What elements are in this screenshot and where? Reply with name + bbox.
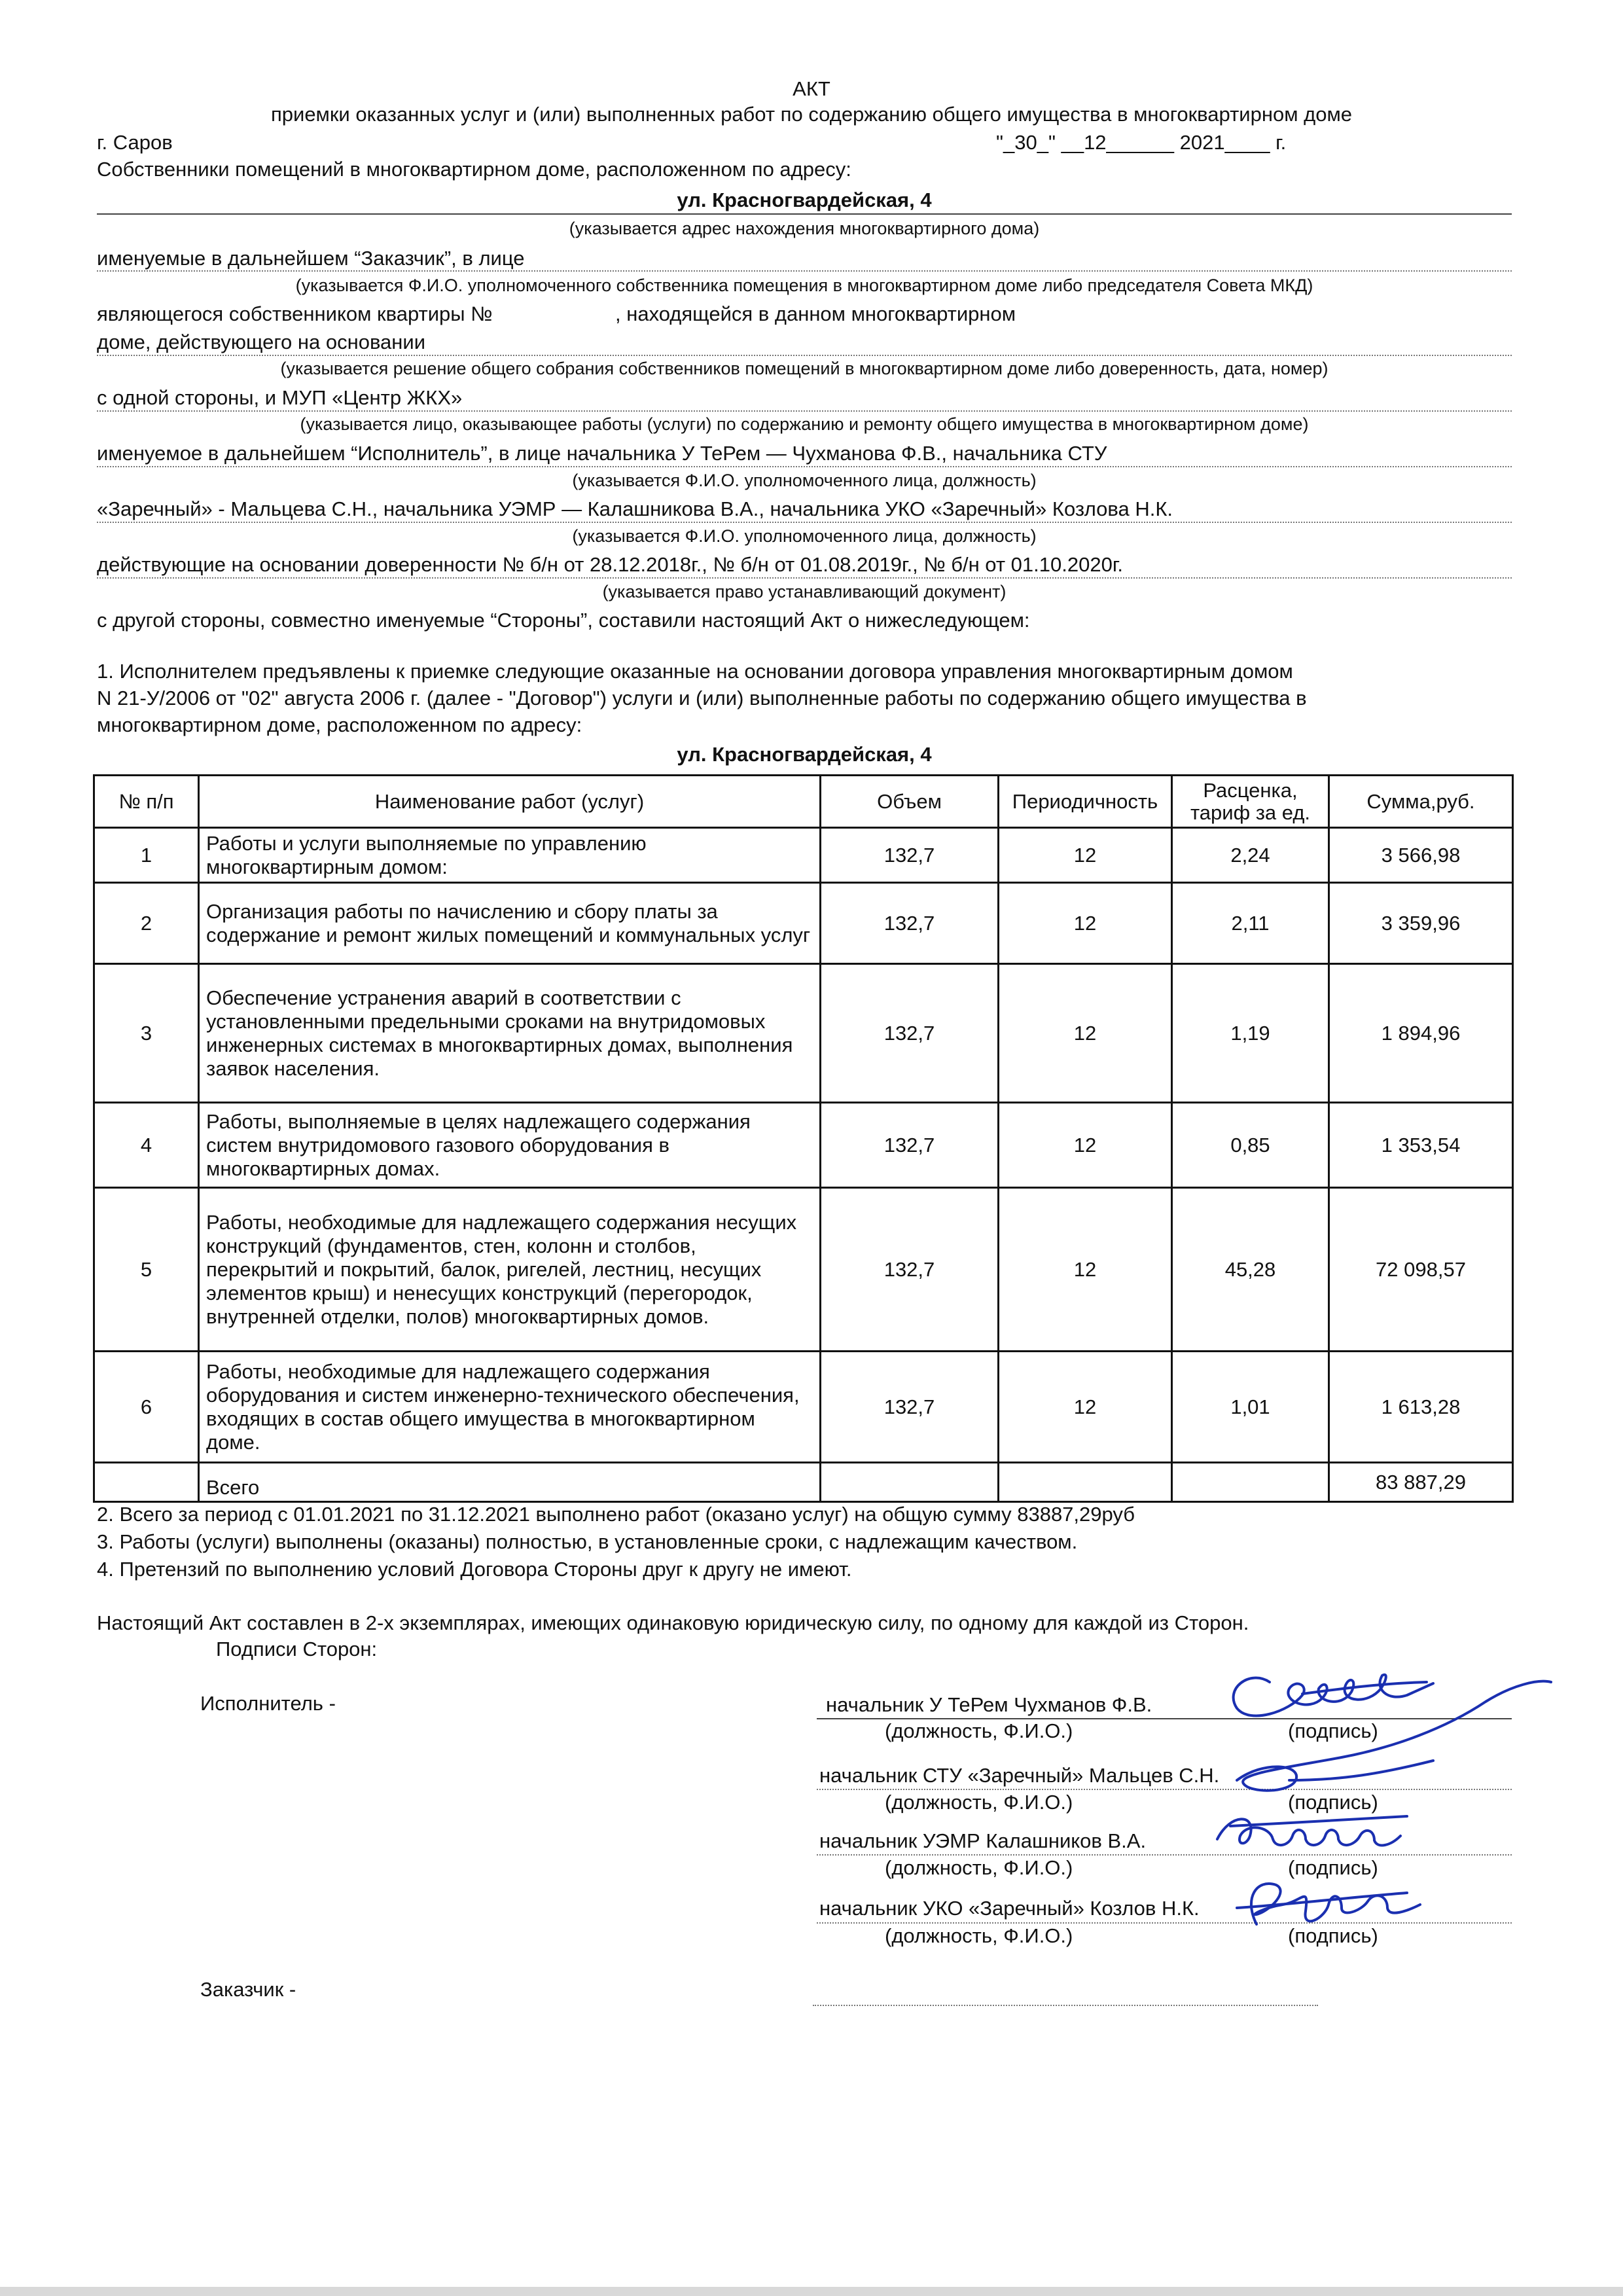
signer-3-sign-hint: (подпись) <box>1288 1856 1378 1879</box>
row-name: Работы и услуги выполняемые по управлению многоквартирным домом: <box>199 828 821 883</box>
basis-hint: (указывается решение общего собрания собственников помещений в многоквартирном доме либо доверенность, дата, номер) <box>280 359 1329 378</box>
row-number: 2 <box>94 883 199 964</box>
customer-label: Заказчик - <box>200 1978 296 2001</box>
paragraph-1-line-1: 1. Исполнителем предъявлены к приемке следующие оказанные на основании договора управления многоквартирным домом <box>97 660 1293 683</box>
row-rate: 45,28 <box>1172 1188 1329 1352</box>
row-rate: 1,01 <box>1172 1352 1329 1463</box>
row-sum: 3 359,96 <box>1329 883 1513 964</box>
header-name: Наименование работ (услуг) <box>199 776 821 828</box>
table-total-row <box>94 1463 1513 1502</box>
table-row <box>94 1103 1513 1188</box>
signer-1-sign-hint: (подпись) <box>1288 1719 1378 1742</box>
total-value: 83 887,29 <box>1329 1463 1513 1502</box>
row-periodicity: 12 <box>999 828 1172 883</box>
header-periodicity: Периодичность <box>999 776 1172 828</box>
row-name: Работы, необходимые для надлежащего содержания оборудования и систем инженерно-технического обеспечения, входящих в состав общего имущества в многоквартирном доме. <box>199 1352 821 1463</box>
row-periodicity: 12 <box>999 1188 1172 1352</box>
signer-4-sign-hint: (подпись) <box>1288 1924 1378 1947</box>
doc-subtitle: приемки оказанных услуг и (или) выполненных работ по содержанию общего имущества в многоквартирном доме <box>270 103 1353 126</box>
address: ул. Красногвардейская, 4 <box>677 188 932 211</box>
other-side: с другой стороны, совместно именуемые “Стороны”, составили настоящий Акт о нижеследующем: <box>97 609 1030 632</box>
signer-3: начальник УЭМР Калашников В.А. <box>819 1829 1147 1852</box>
table-row <box>94 1188 1513 1352</box>
owners-line: Собственники помещений в многоквартирном доме, расположенном по адресу: <box>97 158 851 181</box>
person-hint-1: (указывается Ф.И.О. уполномоченного лица, должность) <box>572 471 1037 490</box>
signer-4-pos-hint: (должность, Ф.И.О.) <box>885 1924 1073 1947</box>
row-number: 5 <box>94 1188 199 1352</box>
address-underline <box>97 213 1512 215</box>
row-periodicity: 12 <box>999 1103 1172 1188</box>
signer-2-sign-hint: (подпись) <box>1288 1791 1378 1814</box>
row-name: Организация работы по начислению и сбору платы за содержание и ремонт жилых помещений и коммунальных услуг <box>199 883 821 964</box>
row-periodicity: 12 <box>999 883 1172 964</box>
header-sum: Сумма,руб. <box>1329 776 1513 828</box>
power-line: действующие на основании доверенности № б/н от 28.12.2018г., № б/н от 01.08.2019г., № б/н от 01.10.2020г. <box>97 553 1123 576</box>
paragraph-3: 3. Работы (услуги) выполнены (оказаны) полностью, в установленные сроки, с надлежащим качеством. <box>97 1530 1078 1553</box>
person-hint-2: (указывается Ф.И.О. уполномоченного лица, должность) <box>572 526 1037 546</box>
handwritten-signatures <box>1211 1649 1577 1957</box>
row-rate: 1,19 <box>1172 964 1329 1103</box>
row-name: Работы, необходимые для надлежащего содержания несущих конструкций (фундаментов, стен, колонн и столбов, перекрытий и покрытий, балок, ригелей, лестниц, несущих элементов крыш) и ненесущих конструкций (перегородок, внутренней отделки, полов) многоквартирных домов. <box>199 1188 821 1352</box>
table-header-row <box>94 776 1513 828</box>
table-row <box>94 964 1513 1103</box>
table-row <box>94 828 1513 883</box>
signer-2: начальник СТУ «Заречный» Мальцев С.Н. <box>819 1764 1220 1787</box>
row-sum: 1 353,54 <box>1329 1103 1513 1188</box>
house-basis: доме, действующего на основании <box>97 331 426 353</box>
row-number: 4 <box>94 1103 199 1188</box>
row-name: Обеспечение устранения аварий в соответствии с установленными предельными сроками на внутридомовых инженерных системах в многоквартирных домах, выполнения заявок населения. <box>199 964 821 1103</box>
row-volume: 132,7 <box>821 1188 999 1352</box>
works-table <box>93 774 1514 1503</box>
customer-sign-underline <box>813 2005 1318 2006</box>
row-sum: 1 894,96 <box>1329 964 1513 1103</box>
header-volume: Объем <box>821 776 999 828</box>
paragraph-2: 2. Всего за период с 01.01.2021 по 31.12.2021 выполнено работ (оказано услуг) на общую сумму 83887,29руб <box>97 1503 1135 1526</box>
paragraph-4: 4. Претензий по выполнению условий Договора Стороны друг к другу не имеют. <box>97 1558 852 1581</box>
row-number: 6 <box>94 1352 199 1463</box>
row-name: Работы, выполняемые в целях надлежащего содержания систем внутридомового газового оборудования в многоквартирных домах. <box>199 1103 821 1188</box>
doc-title: АКТ <box>793 77 830 100</box>
scan-edge <box>0 2287 1623 2296</box>
row-volume: 132,7 <box>821 964 999 1103</box>
act-date: "_30_" __12______ 2021____ г. <box>996 131 1287 154</box>
city: г. Саров <box>97 131 173 154</box>
row-sum: 3 566,98 <box>1329 828 1513 883</box>
paragraph-1-line-2: N 21-У/2006 от "02" августа 2006 г. (далее - "Договор") услуги и (или) выполненные работы по содержанию общего имущества в <box>97 687 1307 709</box>
row-volume: 132,7 <box>821 828 999 883</box>
basis-underline <box>97 355 1512 356</box>
row-number: 3 <box>94 964 199 1103</box>
signature-1 <box>1234 1675 1433 1716</box>
header-number: № п/п <box>94 776 199 828</box>
row-periodicity: 12 <box>999 964 1172 1103</box>
executor-line: именуемое в дальнейшем “Исполнитель”, в лице начальника У ТеРем — Чухманова Ф.В., начальника СТУ <box>97 442 1107 465</box>
signer-2-pos-hint: (должность, Ф.И.О.) <box>885 1791 1073 1814</box>
power-underline <box>97 577 1512 579</box>
executor-line-2: «Заречный» - Мальцева С.Н., начальника УЭМР — Калашникова В.А., начальника УКО «Заречный» Козлова Н.К. <box>97 497 1173 520</box>
customer-hint: (указывается Ф.И.О. уполномоченного собственника помещения в многоквартирном доме либо председателя Совета МКД) <box>295 276 1313 295</box>
signatures-label: Подписи Сторон: <box>216 1638 378 1660</box>
row-rate: 2,11 <box>1172 883 1329 964</box>
power-hint: (указывается право устанавливающий документ) <box>602 582 1007 601</box>
row-volume: 132,7 <box>821 883 999 964</box>
customer-underline <box>97 270 1512 272</box>
address-2: ул. Красногвардейская, 4 <box>677 743 932 766</box>
row-volume: 132,7 <box>821 1352 999 1463</box>
table-row <box>94 883 1513 964</box>
row-sum: 1 613,28 <box>1329 1352 1513 1463</box>
paragraph-1-line-3: многоквартирном доме, расположенном по адресу: <box>97 713 582 736</box>
executor-underline <box>97 466 1512 467</box>
owner-flat-label: являющегося собственником квартиры № <box>97 302 493 325</box>
row-rate: 2,24 <box>1172 828 1329 883</box>
executor-hint: (указывается лицо, оказывающее работы (услуги) по содержанию и ремонту общего имущества в многоквартирном доме) <box>300 414 1309 434</box>
row-rate: 0,85 <box>1172 1103 1329 1188</box>
row-sum: 72 098,57 <box>1329 1188 1513 1352</box>
signer-4: начальник УКО «Заречный» Козлов Н.К. <box>819 1897 1200 1920</box>
header-rate: Расценка, тариф за ед. <box>1172 776 1329 828</box>
signer-1-pos-hint: (должность, Ф.И.О.) <box>885 1719 1073 1742</box>
address-hint: (указывается адрес нахождения многоквартирного дома) <box>569 219 1040 238</box>
total-label: Всего <box>199 1463 821 1502</box>
signer-3-pos-hint: (должность, Ф.И.О.) <box>885 1856 1073 1879</box>
row-volume: 132,7 <box>821 1103 999 1188</box>
row-number: 1 <box>94 828 199 883</box>
one-side-underline <box>97 410 1512 412</box>
executor-underline-2 <box>97 522 1512 523</box>
one-side: с одной стороны, и МУП «Центр ЖКХ» <box>97 386 463 409</box>
executor-label: Исполнитель - <box>200 1692 336 1715</box>
customer-line: именуемые в дальнейшем “Заказчик”, в лице <box>97 247 525 270</box>
signer-1: начальник У ТеРем Чухманов Ф.В. <box>826 1693 1152 1716</box>
copies-note: Настоящий Акт составлен в 2-х экземплярах, имеющих одинаковую юридическую силу, по одному для каждой из Сторон. <box>97 1611 1249 1634</box>
owner-flat-label-2: , находящейся в данном многоквартирном <box>615 302 1016 325</box>
row-periodicity: 12 <box>999 1352 1172 1463</box>
table-row <box>94 1352 1513 1463</box>
